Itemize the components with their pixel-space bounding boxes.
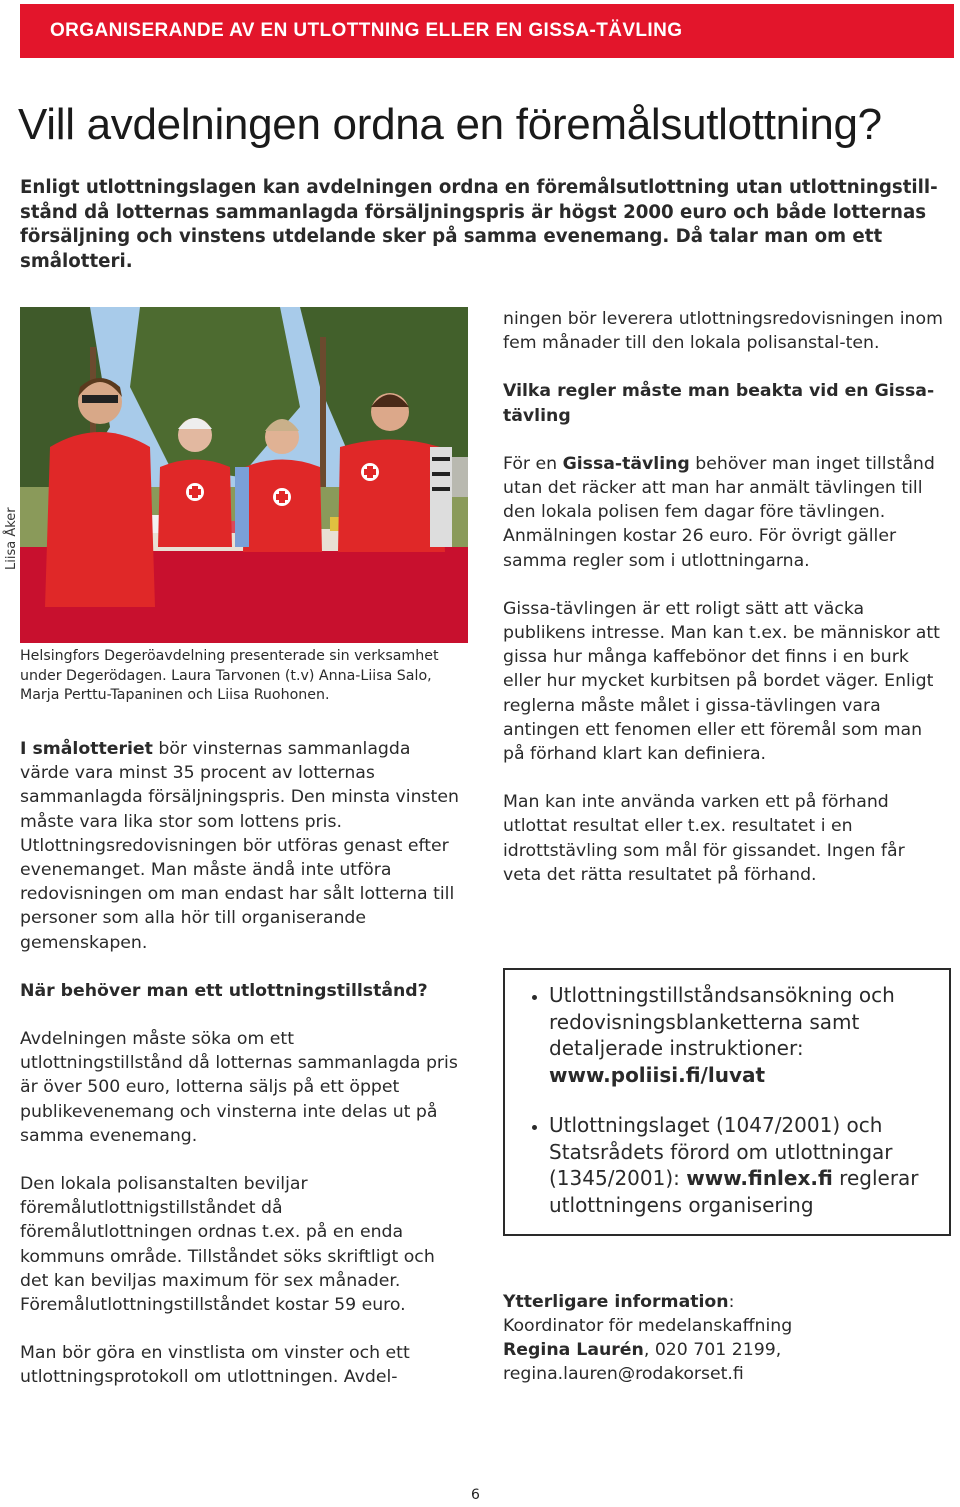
photo-caption: Helsingfors Degeröavdelning presenterade sin verksamhet under Degerödagen. Laura Tarvonen (t.v) Anna-Liisa Salo, Marja Perttu-Tapaninen och Liisa Ruohonen. [20, 648, 439, 703]
permit-heading: När behöver man ett utlottningstillstånd? [20, 980, 428, 1001]
resource-item-law-tail: reglerar utlottningens organisering [549, 1166, 919, 1217]
smalotteri-paragraph [20, 737, 460, 955]
page-number: 6 [471, 1487, 480, 1503]
resources-list [525, 982, 929, 1218]
resources-box [503, 968, 951, 1236]
left-column [20, 737, 460, 1414]
gissa-rules-paragraph [503, 452, 948, 573]
contact-role: Koordinator för medelanskaffning [503, 1316, 793, 1336]
event-photo-illustration [20, 307, 468, 643]
finlex-link[interactable]: www.finlex.fi [686, 1166, 833, 1190]
photo-credit: Liisa Åker [4, 507, 19, 570]
resource-item-police-text: Utlottningstillståndsansökning och redovisningsblanketterna samt detaljerade instruktioner: [549, 983, 895, 1060]
contact-heading-line [503, 1290, 943, 1314]
protocol-paragraph: Man bör göra en vinstlista om vinster och ett utlottningsprotokoll om utlottningen. Avdel- [20, 1343, 410, 1388]
gissa-term: Gissa-tävling [562, 453, 690, 474]
contact-name-line [503, 1338, 943, 1362]
permit-paragraph: Avdelningen måste söka om ett utlottningstillstånd då lotternas sammanlagda pris är över 500 euro, lotterna säljs på ett öppet publikevenemang och vinsterna inte delas ut på samma evenemang. [20, 1029, 458, 1146]
report-continuation: ningen bör leverera utlottningsredovisningen inom fem månader till den lokala polisanstal-ten. [503, 309, 943, 354]
contact-email[interactable]: regina.lauren@rodakorset.fi [503, 1364, 744, 1384]
gissa-rules-pre: För en [503, 453, 563, 474]
event-photo [20, 307, 468, 643]
gissa-restriction-paragraph: Man kan inte använda varken ett på förhand utlottat resultat eller t.ex. resultatet i en idrottstävling som mål för gissandet. Ingen får veta det rätta resultatet på förhand. [503, 792, 905, 885]
gissa-example-paragraph: Gissa-tävlingen är ett roligt sätt att väcka publikens intresse. Man kan t.ex. be människor att gissa hur många kaffebönor det finns i en burk eller hur mycket kurbitsen på bordet väger. Enligt reglerna måste målet i gissa-tävlingen vara antingen ett fenomen eller ett föremål som man på förhand klart kan definiera. [503, 598, 940, 765]
contact-name: Regina Laurén [503, 1340, 644, 1360]
contact-heading: Ytterligare information [503, 1292, 729, 1312]
gissa-rules-text: behöver man inget tillstånd utan det räcker att man har anmält tävlingen till den lokala polisen fem dagar före tävlingen. Anmälningen kostar 26 euro. För övrigt gäller samma regler som i utlottningarna. [503, 453, 935, 571]
page-title: Vill avdelningen ordna en föremålsutlottning? [18, 100, 882, 149]
contact-info [503, 1290, 943, 1386]
gissa-heading: Vilka regler måste man beakta vid en Gissa-tävling [503, 381, 935, 426]
contact-phone: , 020 701 2199, [643, 1340, 782, 1360]
resource-item-law [549, 1112, 929, 1218]
intro-paragraph [20, 176, 945, 274]
resource-item-police [549, 982, 929, 1088]
intro-text: Enligt utlottningslagen kan avdelningen ordna en föremålsutlottning utan utlottningstill-stånd då lotternas sammanlagda försäljningspris är högst 2000 euro och både lotternas försäljning och vinstens utdelande sker på samma evenemang. Då talar man om ett smålotteri. [20, 177, 938, 272]
police-paragraph: Den lokala polisanstalten beviljar föremålutlottnigstillståndet då föremålutlottningen ordnas t.ex. på en enda kommuns område. Tillståndet söks skriftligt och det kan beviljas maximum för sex månader. Föremålutlottningstillståndet kostar 59 euro. [20, 1174, 435, 1316]
poliisi-link[interactable]: www.poliisi.fi/luvat [549, 1062, 766, 1087]
smalotteri-term: I smålotteriet [20, 739, 153, 759]
right-column [503, 307, 948, 911]
contact-heading-colon: : [728, 1292, 735, 1312]
smalotteri-text: bör vinsternas sammanlagda värde vara minst 35 procent av lotternas sammanlagda försäljningspris. Den minsta vinsten måste vara lika stor som lottens pris. Utlottningsredovisningen bör utföras genast efter evenemanget. Man måste ändå inte utföra redovisningen om man endast har sålt lotterna till personer som alla hör till organiserande gemenskapen. [20, 739, 459, 953]
section-banner: ORGANISERANDE AV EN UTLOTTNING ELLER EN GISSA-TÄVLING [20, 4, 954, 58]
resource-item-law-text: Utlottningslaget (1047/2001) och Statsrådets förord om utlottningar (1345/2001): [549, 1113, 893, 1190]
